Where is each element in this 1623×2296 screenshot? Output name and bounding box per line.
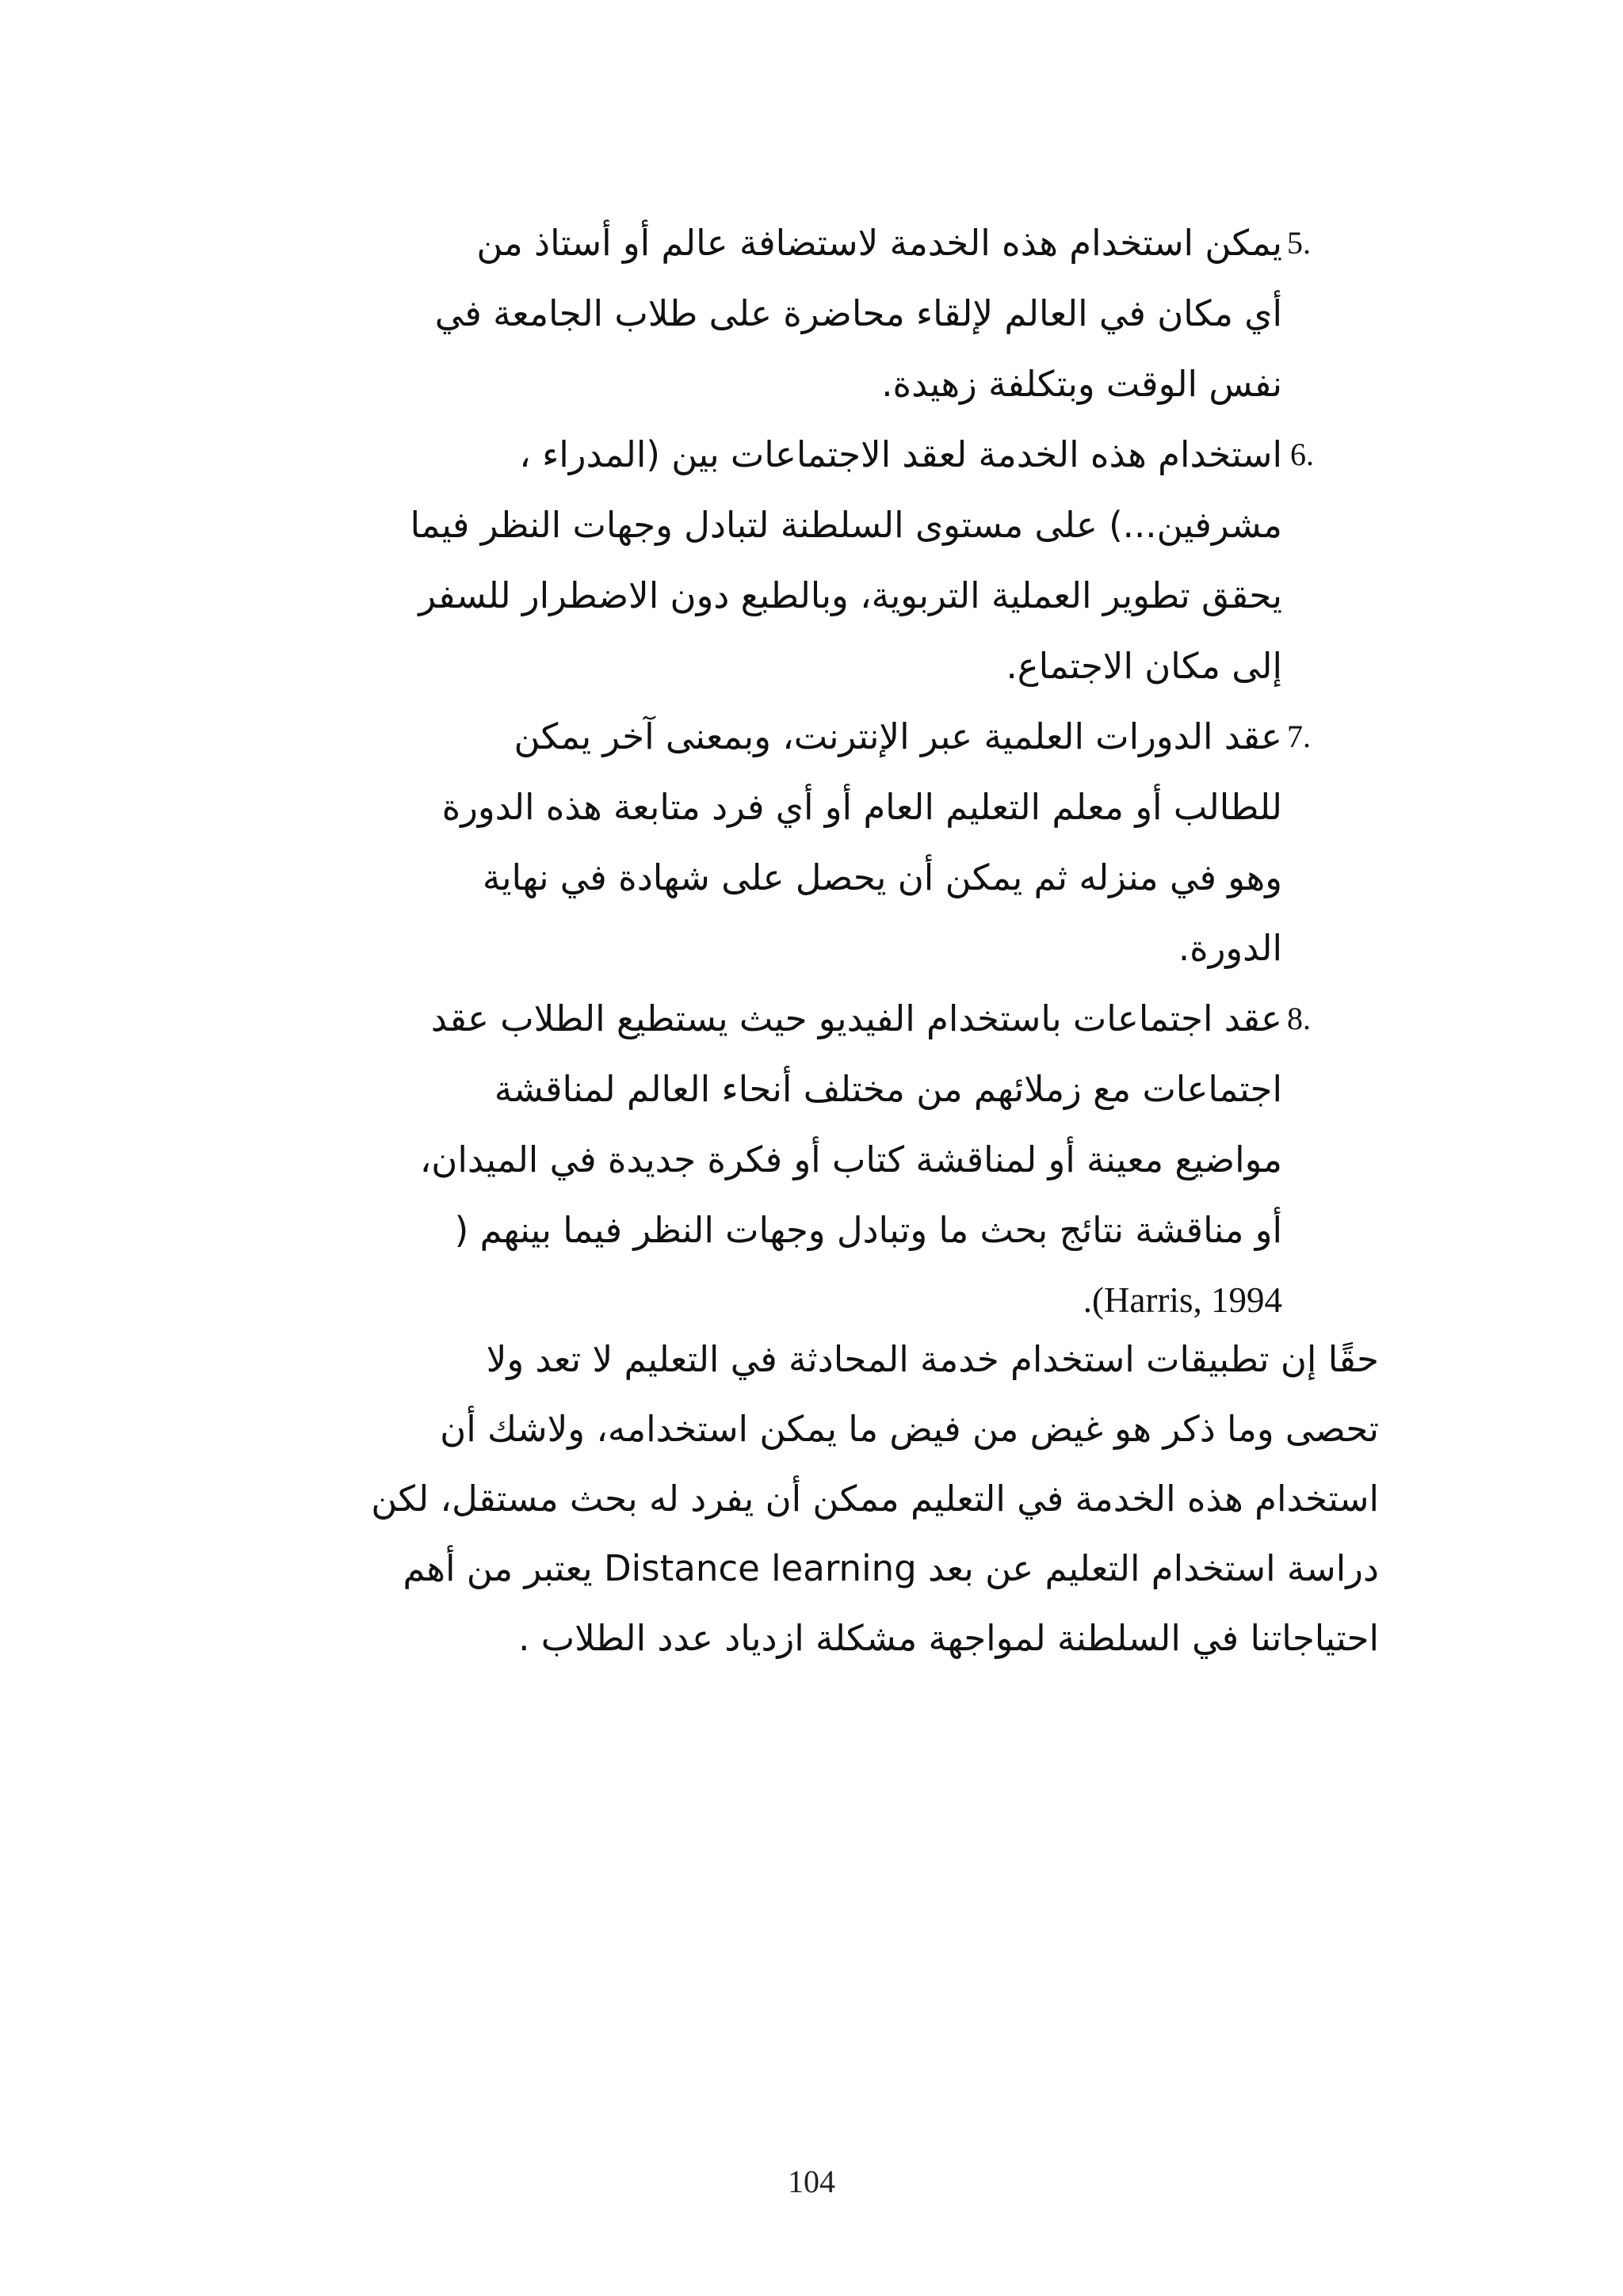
text-line: استخدام هذه الخدمة لعقد الاجتماعات بين (المدراء ،: [519, 433, 1282, 475]
numbered-list: [301, 208, 1331, 1336]
text-line: يحقق تطوير العملية التربوية، وبالطبع دون الاضطرار للسفر: [418, 574, 1282, 616]
text-line: للطالب أو معلم التعليم العام أو أي فرد متابعة هذه الدورة: [441, 786, 1282, 828]
text-line: مشرفين...) على مستوى السلطنة لتبادل وجهات النظر فيما: [410, 504, 1282, 546]
text-line: نفس الوقت وبتكلفة زهيدة.: [881, 363, 1282, 405]
paragraph-line: حقًا إن تطبيقات استخدام خدمة المحادثة في التعليم لا تعد ولا: [486, 1338, 1379, 1380]
list-item-text: [301, 208, 1282, 419]
list-item: [301, 983, 1331, 1336]
list-item-number: 8.: [1287, 1001, 1311, 1036]
text-line: عقد الدورات العلمية عبر الإنترنت، وبمعنى آخر يمكن: [514, 715, 1282, 757]
list-item: [301, 419, 1331, 701]
text-line: يمكن استخدام هذه الخدمة لاستضافة عالم أو أستاذ من: [476, 222, 1282, 264]
list-item-text: [301, 419, 1282, 701]
page-number: 104: [788, 2164, 835, 2199]
paragraph-line: تحصى وما ذكر هو غيض من فيض ما يمكن استخدامه، ولاشك أن: [440, 1408, 1379, 1450]
list-item-text: [301, 701, 1282, 983]
text-line: اجتماعات مع زملائهم من مختلف أنحاء العالم لمناقشة: [494, 1068, 1282, 1110]
text-line: إلى مكان الاجتماع.: [1006, 645, 1282, 687]
list-item-number: 5.: [1287, 225, 1311, 261]
paragraph-line: استخدام هذه الخدمة في التعليم ممكن أن يفرد له بحث مستقل، لكن: [371, 1478, 1379, 1520]
paragraph-line: دراسة استخدام التعليم عن بعد Distance learning يعتبر من أهم: [403, 1547, 1379, 1589]
list-item-number: 7.: [1287, 719, 1311, 754]
list-item-text: [301, 983, 1282, 1336]
text-line: الدورة.: [1178, 927, 1282, 969]
paragraph-line: احتياجاتنا في السلطنة لمواجهة مشكلة ازدياد عدد الطلاب .: [518, 1617, 1379, 1659]
text-line: أو مناقشة نتائج بحث ما وتبادل وجهات النظر فيما بينهم (: [454, 1209, 1282, 1251]
text-line: وهو في منزله ثم يمكن أن يحصل على شهادة في نهاية: [482, 856, 1282, 898]
text-line: أي مكان في العالم لإلقاء محاضرة على طلاب الجامعة في: [434, 292, 1282, 334]
list-item: [301, 701, 1331, 983]
list-item: [301, 208, 1331, 419]
text-line: مواضيع معينة أو لمناقشة كتاب أو فكرة جديدة في الميدان،: [419, 1138, 1282, 1180]
citation-line: Harris, 1994).: [1083, 1280, 1282, 1320]
body-paragraph: [238, 1325, 1379, 1673]
list-item-number: 6.: [1290, 437, 1314, 472]
text-line: عقد اجتماعات باستخدام الفيديو حيث يستطيع الطلاب عقد: [430, 997, 1282, 1039]
